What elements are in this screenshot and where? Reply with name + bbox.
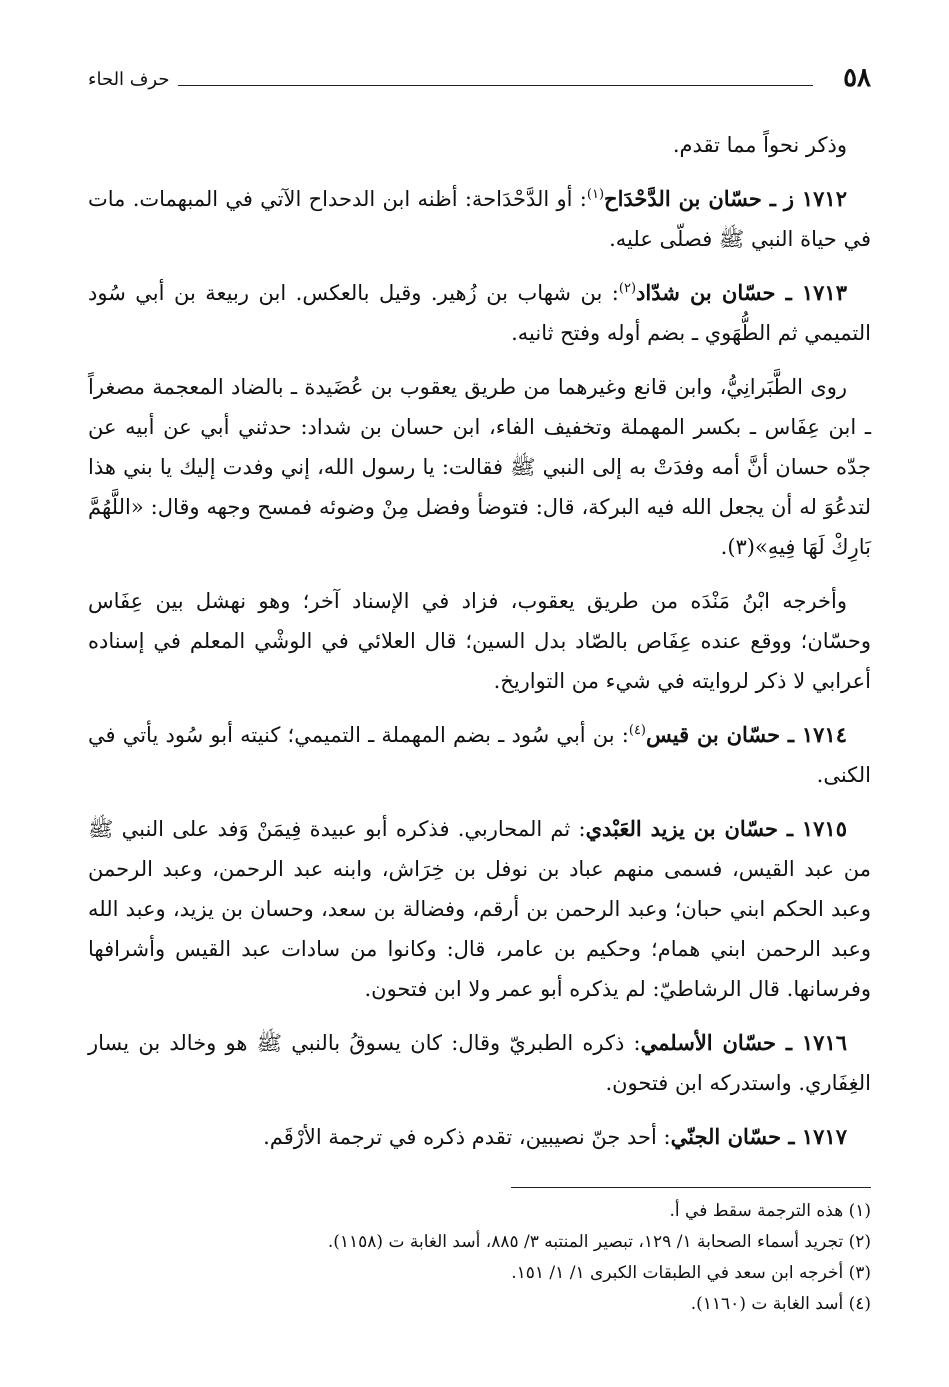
footnote: (٢) تجريد أسماء الصحابة ١/ ١٢٩، تبصير المنتبه ٣/ ٨٨٥، أسد الغابة ت (١١٥٨). [327, 1232, 871, 1252]
entry-heading: ١٧١٤ ـ حسّان بن قيس [646, 722, 847, 747]
paragraph [88, 581, 871, 701]
entry-heading: ١٧١٧ ـ حسّان الجنّي [670, 1124, 847, 1149]
footnote-marker: (٢) [618, 281, 637, 296]
paragraph-text: وأخرجه ابْنُ مَنْدَه من طريق يعقوب، فزاد في الإسناد آخر؛ وهو نهشل بين عِفَاس وحسّان؛ ووقع عنده عِفَاص بالصّاد بدل السين؛ قال العلائي في الوشْي المعلم في إسناده أعرابي لا ذكر لروايته في شيء من التواريخ. [88, 589, 871, 693]
paragraph [88, 125, 871, 165]
page-header [88, 55, 871, 95]
footnote: (١) هذه الترجمة سقط في أ. [669, 1201, 871, 1221]
footnote-marker: (١) [586, 187, 605, 202]
paragraph-text: روى الطَّبَرانِيُّ، وابن قانع وغيرهما من طريق يعقوب بن عُضَيدة ـ بالضاد المعجمة مصغراً ـ ابن عِفَاس ـ بكسر المهملة وتخفيف الفاء، ابن حسان بن شداد: حدثني أبي عن أبيه عن جدّه حسان أنَّ أمه وفدَتْ به إلى النبي ﷺ فقالت: يا رسول الله، إني وفدت إليك يا بني هذا لتدعُوَ له أن يجعل الله فيه البركة، قال: فتوضأ وفضل مِنْ وضوئه فمسح وجهه وقال: «اللَّهُمَّ بَارِكْ لَهَا فِيهِ»(٣). [88, 375, 871, 559]
footnote-divider [511, 1187, 871, 1188]
entry-heading: ١٧١٣ ـ حسّان بن شدّاد [636, 280, 847, 305]
entry-text: : أو الدَّحْدَاحة: أظنه ابن الدحداح الآتي في المبهمات. مات في حياة النبي ﷺ فصلّى عليه. [88, 187, 871, 251]
running-title: حرف الحاء [88, 69, 170, 90]
entry-text: : بن أبي سُود ـ بضم المهملة ـ التميمي؛ كنيته أبو سُود يأتي في الكنى. [88, 723, 871, 787]
footnote: (٤) أسد الغابة ت (١١٦٠). [690, 1294, 871, 1314]
entry-heading: ١٧١٥ ـ حسّان بن يزيد العَبْدي [585, 816, 847, 841]
entry-1716 [88, 1023, 871, 1103]
footnote: (٣) أخرجه ابن سعد في الطبقات الكبرى ١/ ١/ ١٥١. [511, 1263, 871, 1283]
paragraph-text: وذكر نحواً مما تقدم. [672, 133, 847, 157]
entry-text: : ذكره الطبريّ وقال: كان يسوقُ بالنبي ﷺ هو وخالد بن يسار الغِفَاري. واستدركه ابن فتحون. [88, 1031, 871, 1095]
entry-heading: ١٧١٢ ز ـ حسّان بن الدَّحْدَاح [604, 186, 847, 211]
entry-1714 [88, 715, 871, 795]
entry-text: : ثم المحاربي. فذكره أبو عبيدة فِيمَنْ وَفد على النبي ﷺ من عبد القيس، فسمى منهم عباد بن نوفل بن خِرَاش، وابنه عبد الرحمن، وعبد الرحمن وعبد الحكم ابني حبان؛ وعبد الرحمن بن أرقم، وفضالة بن سعد، وحسان بن يزيد، وعبد الله وعبد الرحمن ابني همام؛ وحكيم بن عامر، قال: وكانوا من سادات عبد القيس وأشرافها وفرسانها. قال الرشاطيّ: لم يذكره أبو عمر ولا ابن فتحون. [88, 817, 871, 1001]
entry-heading: ١٧١٦ ـ حسّان الأسلمي [640, 1030, 848, 1055]
entry-text: : أحد جنّ نصيبين، تقدم ذكره في ترجمة الأرْقَم. [263, 1125, 671, 1149]
entry-text: : بن شهاب بن زُهير. وقيل بالعكس. ابن ربيعة بن أبي سُود التميمي ثم الطُّهَوي ـ بضم أوله وفتح ثانيه. [88, 281, 871, 345]
paragraph [88, 367, 871, 567]
book-page [88, 55, 871, 1320]
entry-1713 [88, 273, 871, 353]
entry-1715 [88, 809, 871, 1009]
main-text [88, 125, 871, 1157]
footnote-marker: (٤) [628, 723, 646, 738]
entry-1717 [88, 1117, 871, 1157]
footnotes [88, 1196, 871, 1320]
page-number: ٥٨ [843, 63, 871, 93]
entry-1712 [88, 179, 871, 259]
header-divider [178, 85, 813, 86]
